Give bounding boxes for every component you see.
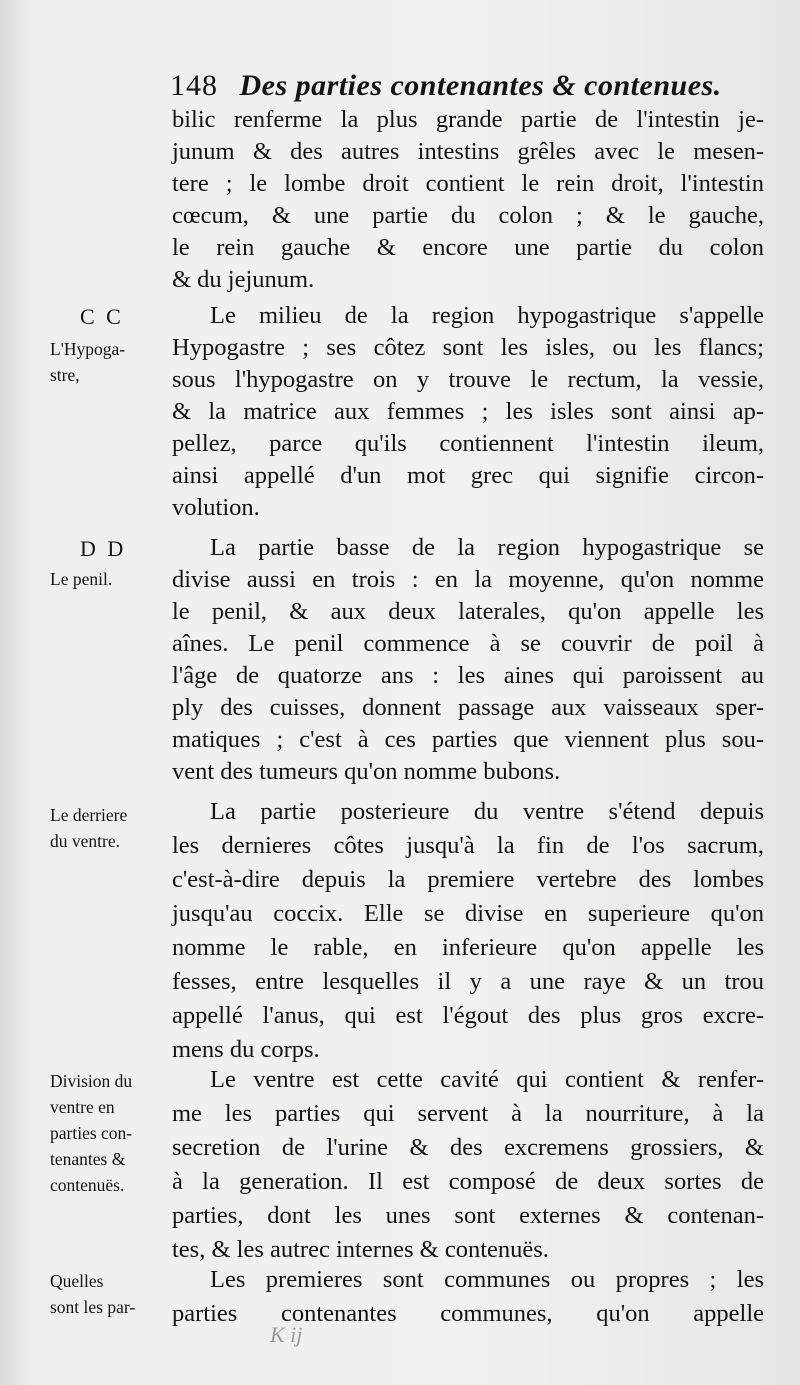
text-line: aînes. Le penil commence à se couvrir de poil à xyxy=(172,630,764,657)
text-line: matiques ; c'est à ces parties que viennent plus sou- xyxy=(172,726,764,753)
margin-note-derriere: du ventre. xyxy=(50,831,120,851)
text-line: les dernieres côtes jusqu'à la fin de l'os sacrum, xyxy=(172,832,764,859)
text-line: c'est-à-dire depuis la premiere vertebre des lombes xyxy=(172,866,764,893)
text-line: le penil, & aux deux laterales, qu'on appelle les xyxy=(172,598,764,625)
margin-note-dd: D D xyxy=(80,536,127,561)
text-line: fesses, entre lesquelles il y a une raye & un trou xyxy=(172,968,764,995)
text-line: nomme le rable, en inferieure qu'on appelle les xyxy=(172,934,764,961)
text-line: Le milieu de la region hypogastrique s'appelle xyxy=(210,302,764,329)
margin-note-division: contenuës. xyxy=(50,1175,125,1195)
text-line: Hypogastre ; ses côtez sont les isles, ou les flancs; xyxy=(172,334,764,361)
text-line: & la matrice aux femmes ; les isles sont ainsi ap- xyxy=(172,398,764,425)
signature-mark: K ij xyxy=(270,1322,303,1347)
margin-note-quelles: sont les par- xyxy=(50,1297,136,1317)
text-line: Le ventre est cette cavité qui contient & renfer- xyxy=(210,1066,764,1093)
text-line: volution. xyxy=(172,494,260,521)
margin-note-derriere: Le derriere xyxy=(50,805,128,825)
margin-note-hypogastre: L'Hypoga- xyxy=(50,339,126,359)
text-line: tes, & les autrec internes & contenuës. xyxy=(172,1236,549,1263)
text-line: vent des tumeurs qu'on nomme bubons. xyxy=(172,758,561,785)
margin-note-cc: C C xyxy=(80,304,124,329)
text-line: le rein gauche & encore une partie du colon xyxy=(172,234,764,261)
margin-note-penil: Le penil. xyxy=(50,569,113,589)
text-line: tere ; le lombe droit contient le rein droit, l'intestin xyxy=(172,170,764,197)
running-title: Des parties contenantes & contenues. xyxy=(239,69,722,102)
text-line: cœcum, & une partie du colon ; & le gauche, xyxy=(172,202,764,229)
text-line: sous l'hypogastre on y trouve le rectum, la vessie, xyxy=(172,366,764,393)
text-line: jusqu'au coccix. Elle se divise en superieure qu'on xyxy=(172,900,764,927)
text-line: junum & des autres intestins grêles avec le mesen- xyxy=(172,138,764,165)
page-number: 148 xyxy=(170,69,218,102)
text-line: mens du corps. xyxy=(172,1036,320,1063)
margin-note-division: tenantes & xyxy=(50,1149,126,1169)
margin-note-hypogastre: stre, xyxy=(50,365,80,385)
margin-note-division: ventre en xyxy=(50,1097,115,1117)
text-line: bilic renferme la plus grande partie de l'intestin je- xyxy=(172,106,764,133)
text-line: divise aussi en trois : en la moyenne, qu'on nomme xyxy=(172,566,764,593)
margin-note-division: parties con- xyxy=(50,1123,133,1143)
text-line: ainsi appellé d'un mot grec qui signifie circon- xyxy=(172,462,764,489)
text-line: à la generation. Il est composé de deux sortes de xyxy=(172,1168,764,1195)
text-line: appellé l'anus, qui est l'égout des plus gros excre- xyxy=(172,1002,764,1029)
text-line: & du jejunum. xyxy=(172,266,315,293)
text-line: parties contenantes communes, qu'on appelle xyxy=(172,1300,764,1327)
text-line: me les parties qui servent à la nourriture, à la xyxy=(172,1100,764,1127)
text-line: pellez, parce qu'ils contiennent l'intestin ileum, xyxy=(172,430,764,457)
text-line: parties, dont les unes sont externes & contenan- xyxy=(172,1202,764,1229)
text-line: Les premieres sont communes ou propres ; les xyxy=(210,1266,764,1293)
text-line: l'âge de quatorze ans : les aines qui paroissent au xyxy=(172,662,764,689)
margin-note-quelles: Quelles xyxy=(50,1271,104,1291)
margin-note-division: Division du xyxy=(50,1071,133,1091)
text-line: ply des cuisses, donnent passage aux vaisseaux sper- xyxy=(172,694,764,721)
running-header xyxy=(170,64,780,108)
text-line: La partie basse de la region hypogastrique se xyxy=(210,534,764,561)
text-line: La partie posterieure du ventre s'étend depuis xyxy=(210,798,764,825)
text-line: secretion de l'urine & des excremens grossiers, & xyxy=(172,1134,764,1161)
